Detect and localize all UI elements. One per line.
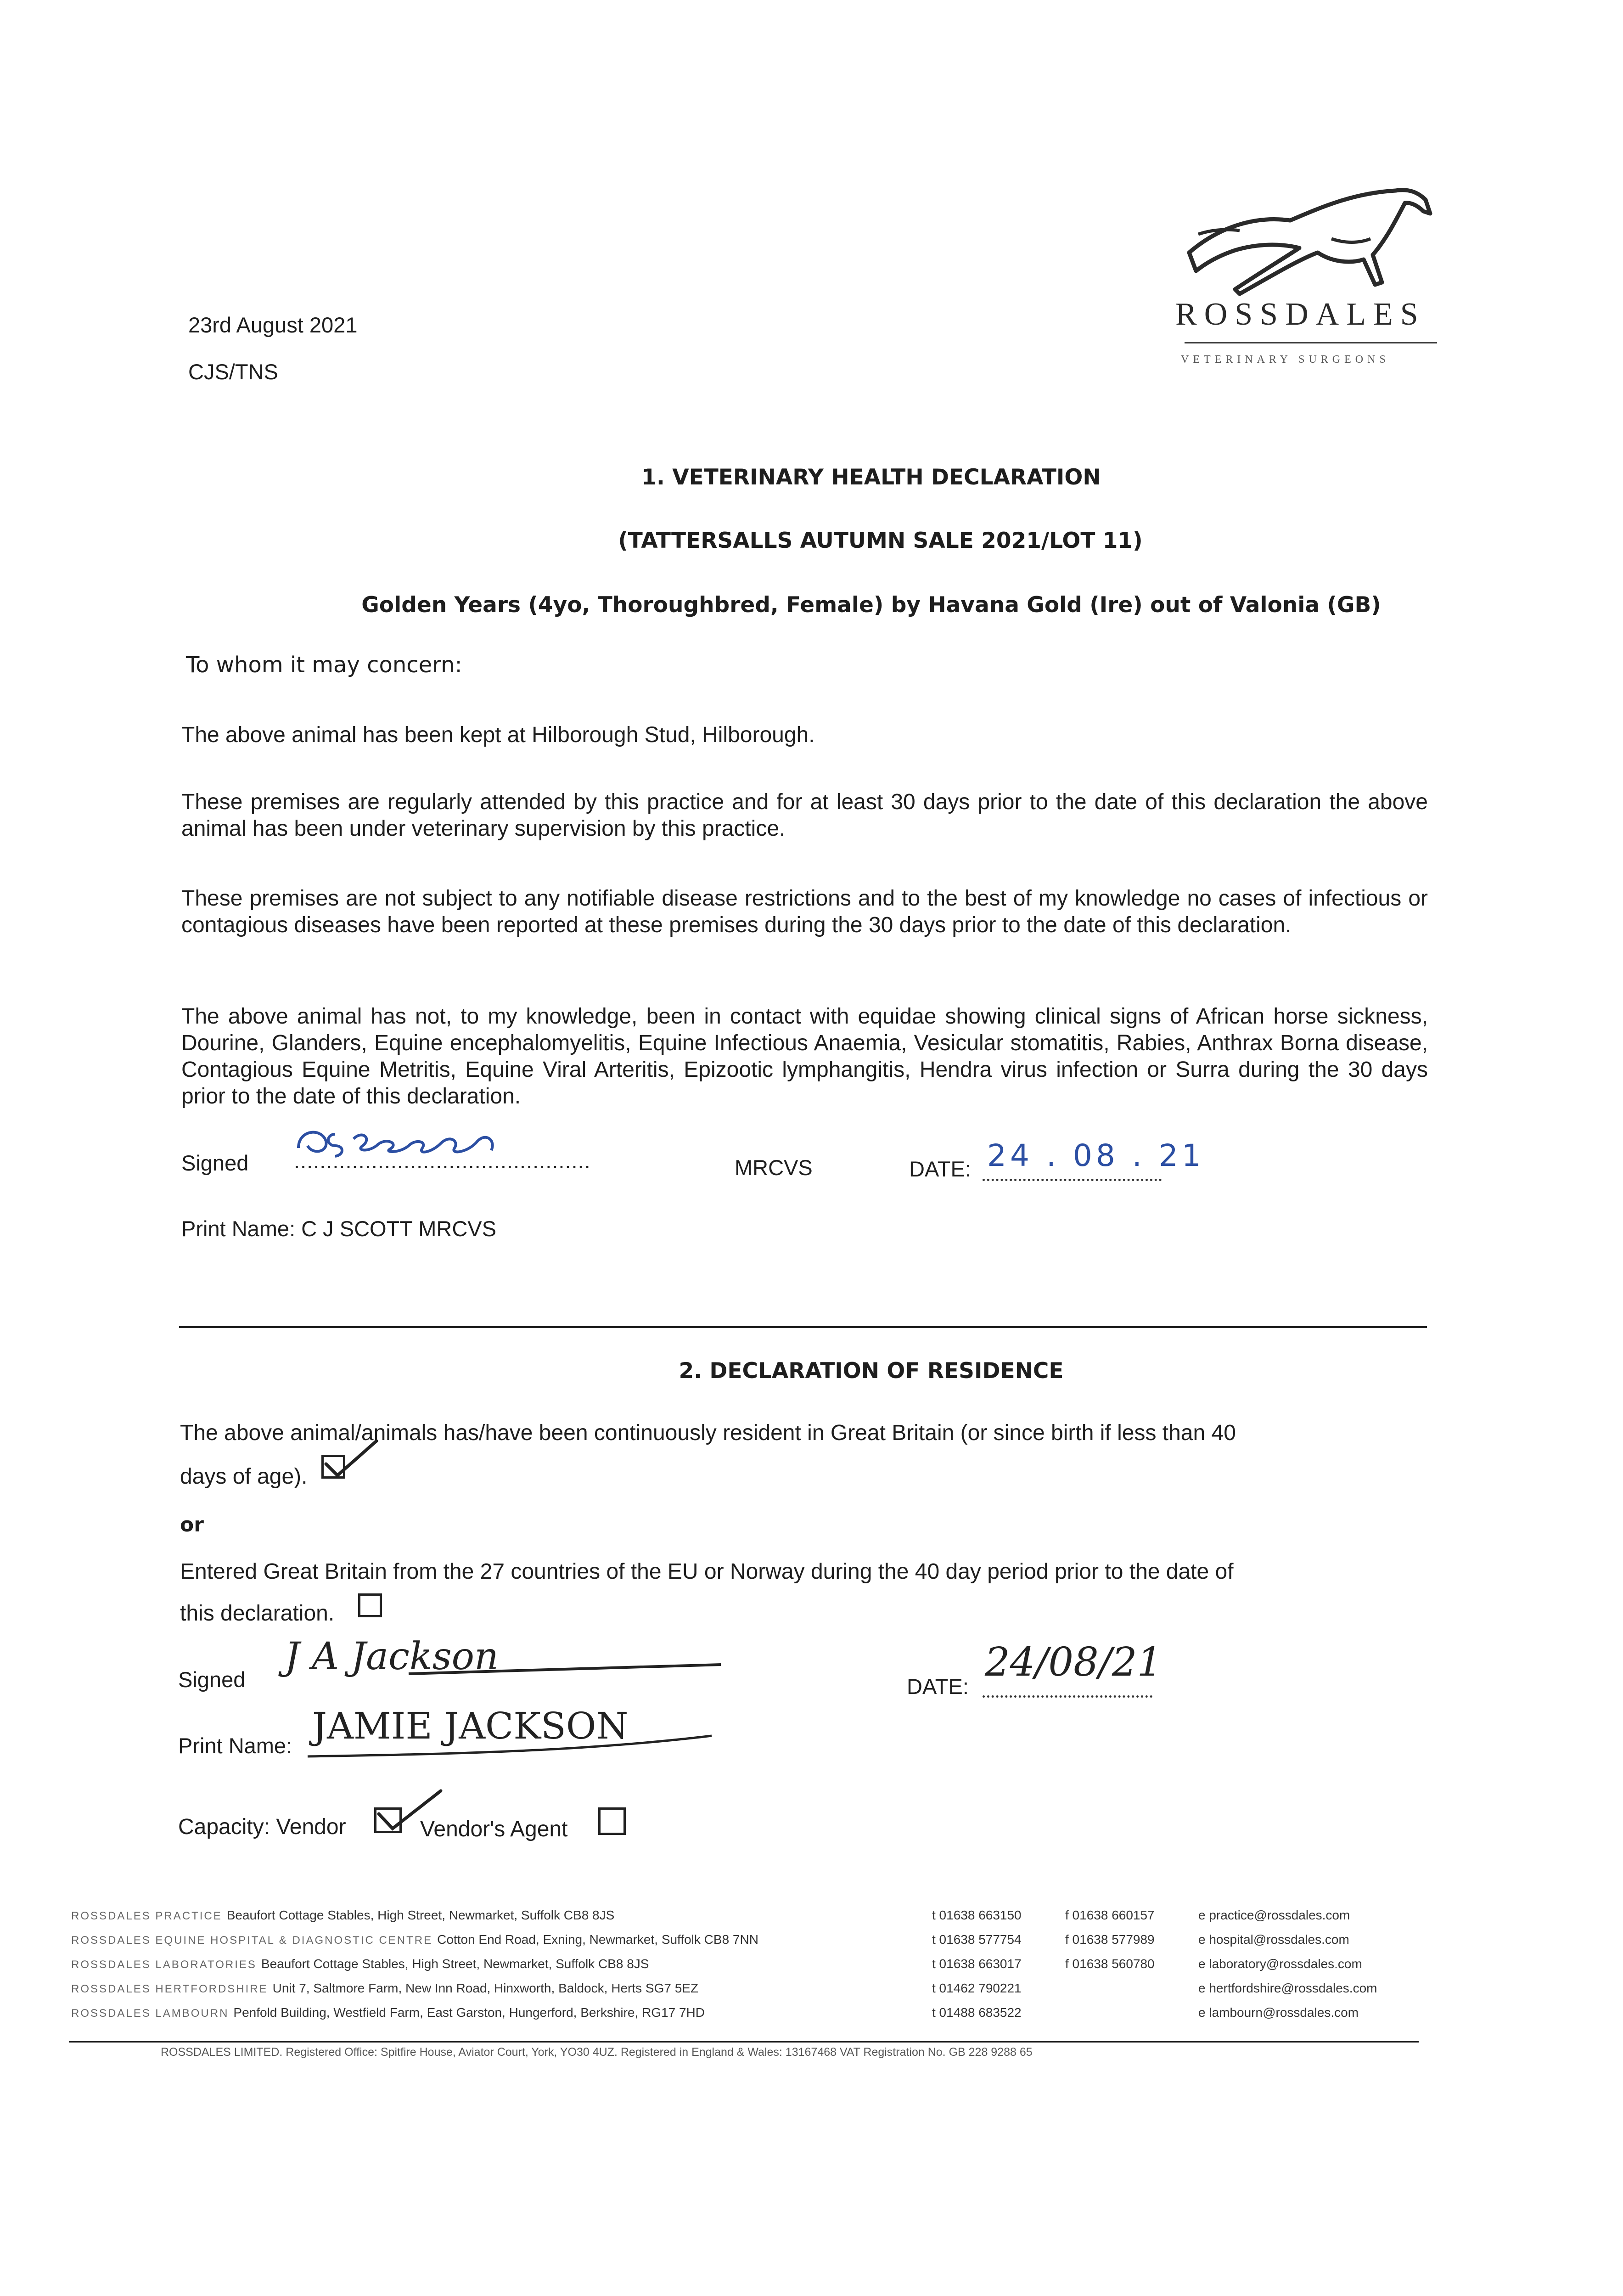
vet-date-value: 24 . 08 . 21 <box>987 1138 1205 1173</box>
paragraph-no-contact: The above animal has not, to my knowledge, been in contact with equidae showing clinical signs of African horse sickness, Dourine, Glanders, Equine encephalomyelitis, Equine Infectious Anaemia, Vesicular stomatitis, Rabies, Anthrax Borna disease, Contagious Equine Metritis, Equine Viral Arteritis, Epizootic lymphangitis, Hendra virus infection or Surra during the 30 days prior to the date of this declaration. <box>181 1004 1428 1109</box>
paragraph-no-restrictions: These premises are not subject to any notifiable disease restrictions and to the best of my knowledge no cases of infectious or contagious diseases have been reported at these premises during the 30 days prior to the date of this declaration. <box>181 886 1428 937</box>
footer-email[interactable]: e lambourn@rossdales.com <box>1198 2005 1359 2020</box>
footer-address: Cotton End Road, Exning, Newmarket, Suffolk CB8 7NN <box>437 1932 758 1947</box>
logo <box>1175 174 1442 377</box>
section1-subtitle: (TATTERSALLS AUTUMN SALE 2021/LOT 11) <box>618 528 1143 553</box>
resident-tick-icon <box>321 1436 381 1482</box>
letter-reference: CJS/TNS <box>188 360 278 384</box>
vendor-print-label: Print Name: <box>178 1733 292 1758</box>
vendor-date-label: DATE: <box>907 1674 969 1699</box>
footer-address: Beaufort Cottage Stables, High Street, Newmarket, Suffolk CB8 8JS <box>261 1957 649 1971</box>
footer-address: Penfold Building, Westfield Farm, East Garston, Hungerford, Berkshire, RG17 7HD <box>233 2005 705 2020</box>
entered-checkbox[interactable] <box>358 1593 382 1617</box>
section1-title: 1. VETERINARY HEALTH DECLARATION <box>641 465 1101 490</box>
vendor-signature-text: J A Jackson <box>285 1635 499 1678</box>
footer-phone: t 01638 577754 <box>932 1932 1022 1947</box>
resident-text-line2: days of age). <box>180 1464 308 1489</box>
footer-row <box>71 2005 705 2020</box>
letter-date: 23rd August 2021 <box>188 313 358 337</box>
footer-row <box>71 1957 649 1971</box>
horse-logo-icon <box>1180 174 1437 303</box>
footer-address: Beaufort Cottage Stables, High Street, Newmarket, Suffolk CB8 8JS <box>226 1908 615 1922</box>
footer-row <box>71 1981 698 1996</box>
entered-text-line1: Entered Great Britain from the 27 countries of the EU or Norway during the 40 day period prior to the date of <box>180 1559 1234 1584</box>
vet-signature-line: .............................................. <box>294 1148 591 1173</box>
vendor-signature-underline <box>404 1655 725 1683</box>
capacity-agent-label: Vendor's Agent <box>420 1817 568 1841</box>
footer-unit: ROSSDALES HERTFORDSHIRE <box>71 1983 268 1995</box>
footer-phone: t 01638 663150 <box>932 1908 1022 1922</box>
vet-signed-label: Signed <box>181 1151 249 1175</box>
footer-unit: ROSSDALES LAMBOURN <box>71 2007 229 2020</box>
vendor-date-value: 24/08/21 <box>985 1639 1162 1685</box>
vendor-print-value: JAMIE JACKSON <box>312 1705 629 1747</box>
brand-tagline: VETERINARY SURGEONS <box>1181 354 1390 366</box>
footer-address: Unit 7, Saltmore Farm, New Inn Road, Hinxworth, Baldock, Herts SG7 5EZ <box>272 1981 699 1995</box>
vendor-print-underline <box>303 1731 716 1763</box>
vendor-signed-label: Signed <box>178 1667 246 1692</box>
vet-signature <box>294 1120 514 1170</box>
vet-print-name: Print Name: C J SCOTT MRCVS <box>181 1216 496 1241</box>
footer-unit: ROSSDALES PRACTICE <box>71 1910 222 1922</box>
footer-email[interactable]: e hertfordshire@rossdales.com <box>1198 1981 1377 1995</box>
capacity-vendor-label: Capacity: Vendor <box>178 1815 346 1839</box>
section-divider <box>179 1326 1427 1328</box>
footer-email[interactable]: e laboratory@rossdales.com <box>1198 1957 1362 1971</box>
vet-date-label: DATE: <box>909 1157 971 1181</box>
or-label: or <box>180 1513 204 1536</box>
paragraph-supervision: These premises are regularly attended by this practice and for at least 30 days prior to the date of this declaration the above animal has been under veterinary supervision by this practice. <box>181 790 1428 841</box>
vet-date-dots <box>983 1179 1162 1181</box>
mrcvs-label: MRCVS <box>735 1155 813 1180</box>
section2-title: 2. DECLARATION OF RESIDENCE <box>679 1358 1064 1384</box>
footer-phone: t 01462 790221 <box>932 1981 1022 1995</box>
footer-email[interactable]: e hospital@rossdales.com <box>1198 1932 1349 1947</box>
brand-name: ROSSDALES <box>1175 297 1426 332</box>
footer-fax: f 01638 660157 <box>1065 1908 1155 1922</box>
footer-email[interactable]: e practice@rossdales.com <box>1198 1908 1350 1922</box>
footer-phone: t 01488 683522 <box>932 2005 1022 2020</box>
resident-text-line1: The above animal/animals has/have been continuously resident in Great Britain (or since birth if less than 40 <box>180 1421 1236 1445</box>
registered-office: ROSSDALES LIMITED. Registered Office: Spitfire House, Aviator Court, York, YO30 4UZ. Registered in England & Wales: 13167468 VAT Registration No. GB 228 9288 65 <box>161 2046 1033 2059</box>
paragraph-kept-at: The above animal has been kept at Hilborough Stud, Hilborough. <box>181 723 815 747</box>
horse-description: Golden Years (4yo, Thoroughbred, Female) by Havana Gold (Ire) out of Valonia (GB) <box>361 592 1381 618</box>
footer-fax: f 01638 577989 <box>1065 1932 1155 1947</box>
vet-signature-scribble <box>294 1120 514 1162</box>
logo-divider <box>1185 342 1437 343</box>
footer-divider <box>69 2041 1419 2043</box>
footer-row <box>71 1908 614 1923</box>
footer-unit: ROSSDALES LABORATORIES <box>71 1958 257 1971</box>
footer-phone: t 01638 663017 <box>932 1957 1022 1971</box>
entered-text-line2: this declaration. <box>180 1601 335 1626</box>
vendor-date-dots <box>983 1695 1152 1698</box>
salutation: To whom it may concern: <box>186 652 462 678</box>
footer-unit: ROSSDALES EQUINE HOSPITAL & DIAGNOSTIC CENTRE <box>71 1934 433 1947</box>
footer-row <box>71 1932 758 1947</box>
footer-fax: f 01638 560780 <box>1065 1957 1155 1971</box>
capacity-agent-checkbox[interactable] <box>598 1807 626 1835</box>
